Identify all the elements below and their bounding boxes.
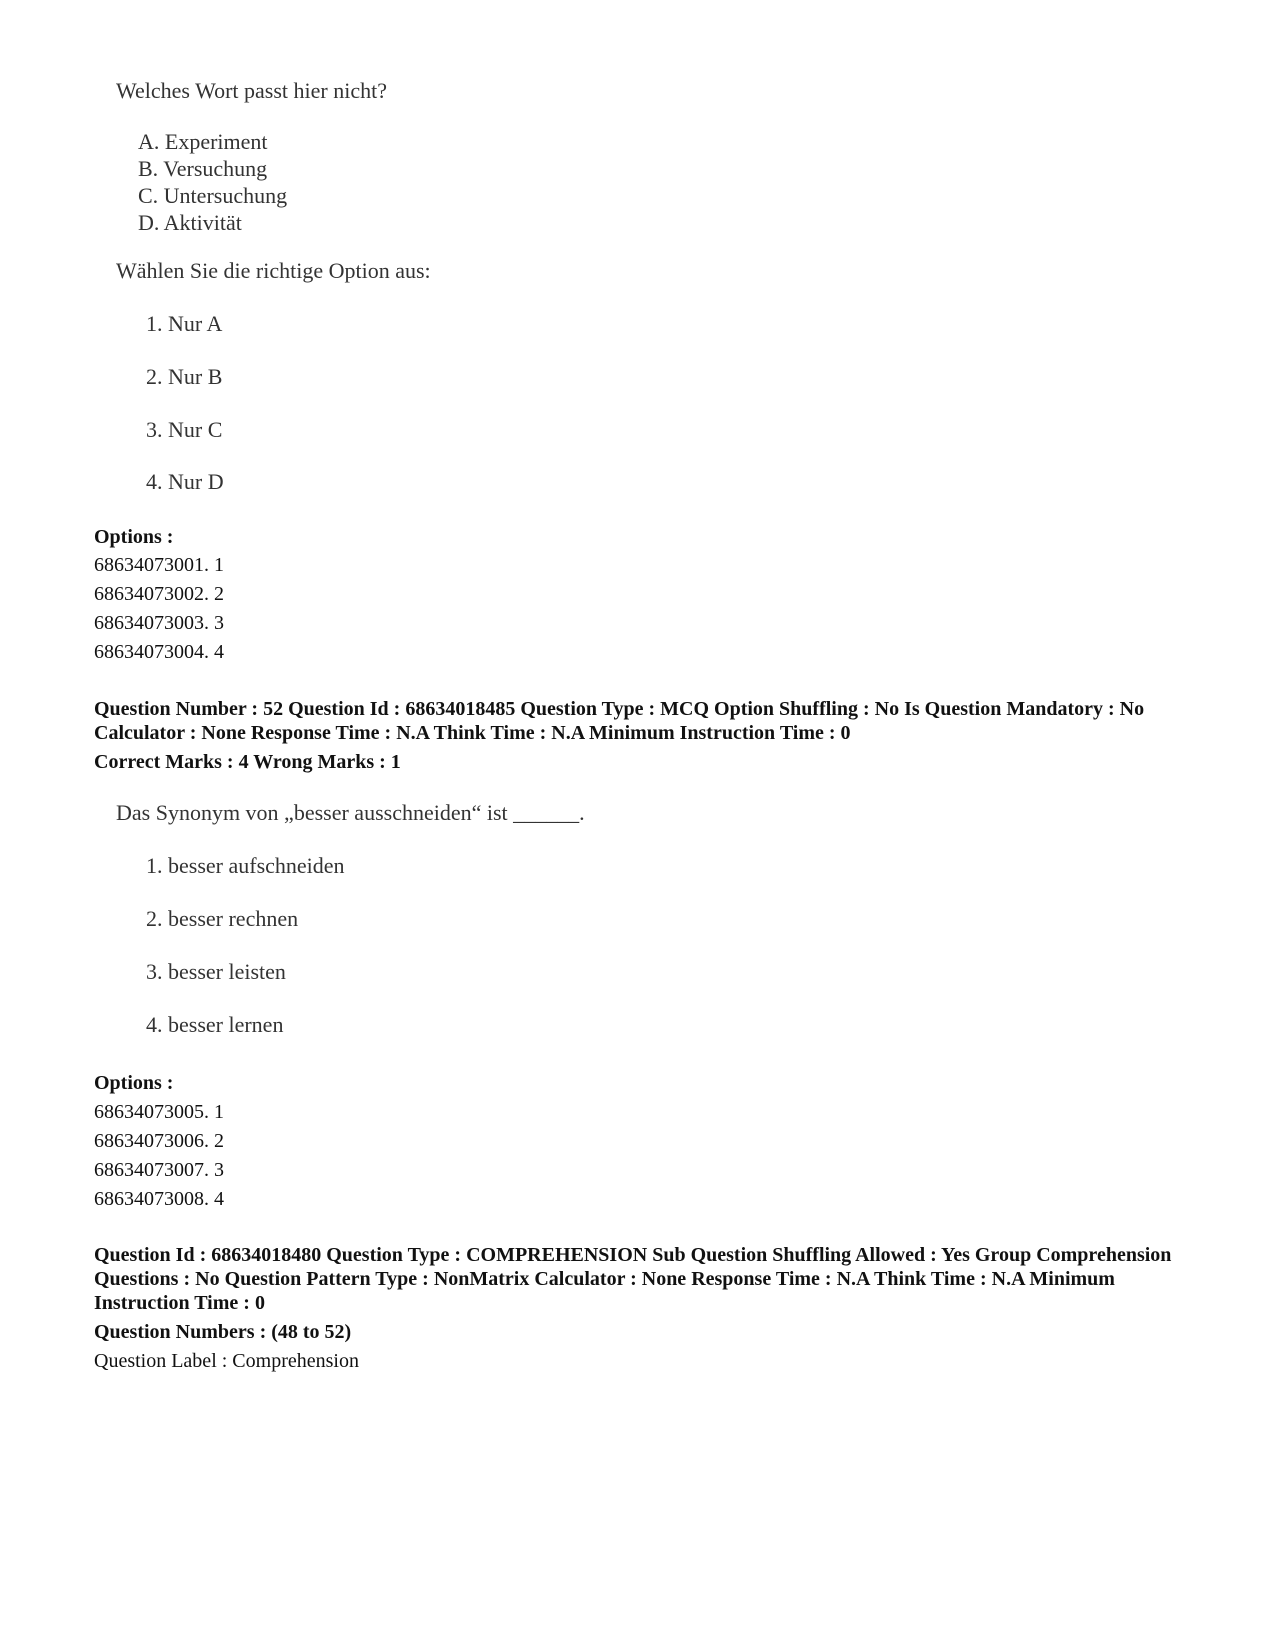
question-51-list-item: D. Aktivität [138, 210, 242, 235]
question-51-list-item: C. Untersuchung [138, 183, 288, 208]
question-51-list-item: B. Versuchung [138, 156, 268, 181]
question-52-option: 68634073008. 4 [94, 1188, 224, 1210]
question-51-stem: Welches Wort passt hier nicht? [116, 78, 387, 103]
question-51-choice: 2. Nur B [146, 364, 223, 389]
question-52-choice: 1. besser aufschneiden [146, 853, 345, 878]
question-51-prompt: Wählen Sie die richtige Option aus: [116, 258, 431, 283]
question-52-option: 68634073006. 2 [94, 1130, 224, 1152]
question-51-choice: 3. Nur C [146, 417, 223, 442]
comprehension-question-label: Question Label : Comprehension [94, 1350, 359, 1372]
question-51-options-title: Options : [94, 526, 174, 548]
question-52-option: 68634073007. 3 [94, 1159, 224, 1181]
question-52-marks: Correct Marks : 4 Wrong Marks : 1 [94, 751, 401, 773]
question-52-choice: 3. besser leisten [146, 959, 286, 984]
question-52-options-title: Options : [94, 1072, 174, 1094]
question-51-option: 68634073002. 2 [94, 583, 224, 605]
question-51-list-item: A. Experiment [138, 129, 268, 154]
comprehension-question-numbers: Question Numbers : (48 to 52) [94, 1321, 352, 1343]
question-52-meta: Question Number : 52 Question Id : 68634018485 Question Type : MCQ Option Shuffling : No Is Question Mandatory : No Calculator : None Response Time : N.A Think Time : N.A Minimum Instruction Time : 0 [94, 698, 1145, 744]
question-51-choice: 4. Nur D [146, 469, 224, 494]
question-52-image [116, 800, 816, 1040]
question-52-stem: Das Synonym von „besser ausschneiden“ ist ______. [116, 800, 585, 825]
question-51-option: 68634073001. 1 [94, 554, 224, 576]
question-52-option: 68634073005. 1 [94, 1101, 224, 1123]
comprehension-meta: Question Id : 68634018480 Question Type : COMPREHENSION Sub Question Shuffling Allowed : Yes Group Comprehension Questions : No Question Pattern Type : NonMatrix Calculator : None Response Time : N.A Think Time : N.A Minimum Instruction Time : 0 [94, 1244, 1172, 1314]
question-51-choice: 1. Nur A [146, 311, 223, 336]
question-51-image [116, 78, 716, 498]
question-51-option: 68634073004. 4 [94, 641, 224, 663]
question-51-option: 68634073003. 3 [94, 612, 224, 634]
question-52-choice: 2. besser rechnen [146, 906, 299, 931]
question-52-choice: 4. besser lernen [146, 1012, 284, 1037]
